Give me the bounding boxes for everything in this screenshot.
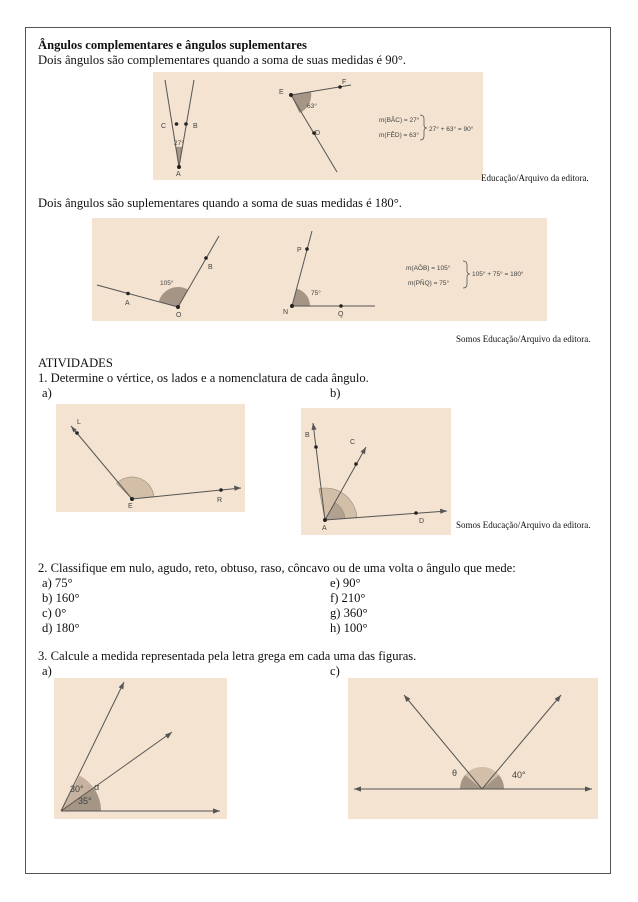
equation-aob: m(AÔB) = 105° <box>406 265 451 272</box>
q2-item-b: b) 160° <box>42 591 80 605</box>
q2-item-g: g) 360° <box>330 606 368 620</box>
q1-figure-b <box>301 408 451 535</box>
q3-figure-c <box>348 678 598 819</box>
label-c2: C <box>350 439 356 446</box>
credit-q1: Somos Educação/Arquivo da editora. <box>456 520 591 530</box>
supplementary-sum: 105° + 75° = 180° <box>472 271 524 278</box>
label-d: D <box>315 130 321 137</box>
angle-35: 35° <box>78 796 92 806</box>
credit-supplementary: Somos Educação/Arquivo da editora. <box>456 334 591 344</box>
label-a3: A <box>322 525 327 532</box>
q3-label-a: a) <box>42 664 52 678</box>
angle-27: 27° <box>174 140 184 147</box>
q2-item-d: d) 180° <box>42 621 80 635</box>
label-r: R <box>217 497 223 504</box>
label-a2: A <box>125 300 130 307</box>
angle-63: 63° <box>307 103 317 110</box>
angle-40: 40° <box>512 770 526 780</box>
label-l: L <box>77 419 81 426</box>
question-1: 1. Determine o vértice, os lados e a nomenclatura de cada ângulo. <box>38 371 369 385</box>
label-o: O <box>176 312 182 319</box>
complementary-figure <box>153 72 483 180</box>
label-p: P <box>297 247 302 254</box>
supplementary-figure <box>92 218 547 321</box>
equation-pnq: m(PN̂Q) = 75° <box>408 280 450 287</box>
q3-label-c: c) <box>330 664 340 678</box>
label-f: F <box>342 79 347 86</box>
q1-figure-a <box>56 404 245 512</box>
q2-item-c: c) 0° <box>42 606 67 620</box>
label-b3: B <box>305 432 310 439</box>
q3-figure-a <box>54 678 227 819</box>
activities-heading: ATIVIDADES <box>38 356 113 370</box>
q1-label-a: a) <box>42 386 52 400</box>
q2-item-e: e) 90° <box>330 576 361 590</box>
label-d2: D <box>419 518 425 525</box>
supplementary-definition: Dois ângulos são suplementares quando a soma de suas medidas é 180°. <box>38 196 402 210</box>
label-b2: B <box>208 264 213 271</box>
q2-item-f: f) 210° <box>330 591 366 605</box>
angle-75: 75° <box>311 290 321 297</box>
label-e2: E <box>128 503 133 510</box>
complementary-definition: Dois ângulos são complementares quando a soma de suas medidas é 90°. <box>38 53 407 67</box>
label-b: B <box>193 123 198 130</box>
greek-theta: θ <box>452 768 458 778</box>
q1-label-b: b) <box>330 386 341 400</box>
q2-item-a: a) 75° <box>42 576 73 590</box>
angle-105: 105° <box>160 280 174 287</box>
angle-30: 30° <box>70 784 84 794</box>
equation-bac: m(BÂC) = 27° <box>379 117 420 124</box>
credit-complementary: Educação/Arquivo da editora. <box>481 173 589 183</box>
q2-item-h: h) 100° <box>330 621 368 635</box>
greek-alpha: α <box>94 782 100 792</box>
label-e: E <box>279 89 284 96</box>
equation-fed: m(FÊD) = 63° <box>379 132 419 139</box>
complementary-sum: 27° + 63° = 90° <box>429 126 474 133</box>
label-c: C <box>161 123 167 130</box>
section-title: Ângulos complementares e ângulos suplementares <box>38 38 307 52</box>
label-a: A <box>176 171 181 178</box>
question-3: 3. Calcule a medida representada pela letra grega em cada uma das figuras. <box>38 649 417 663</box>
label-n: N <box>283 309 289 316</box>
question-2: 2. Classifique em nulo, agudo, reto, obtuso, raso, côncavo ou de uma volta o ângulo que mede: <box>38 561 516 575</box>
label-q: Q <box>338 311 344 318</box>
